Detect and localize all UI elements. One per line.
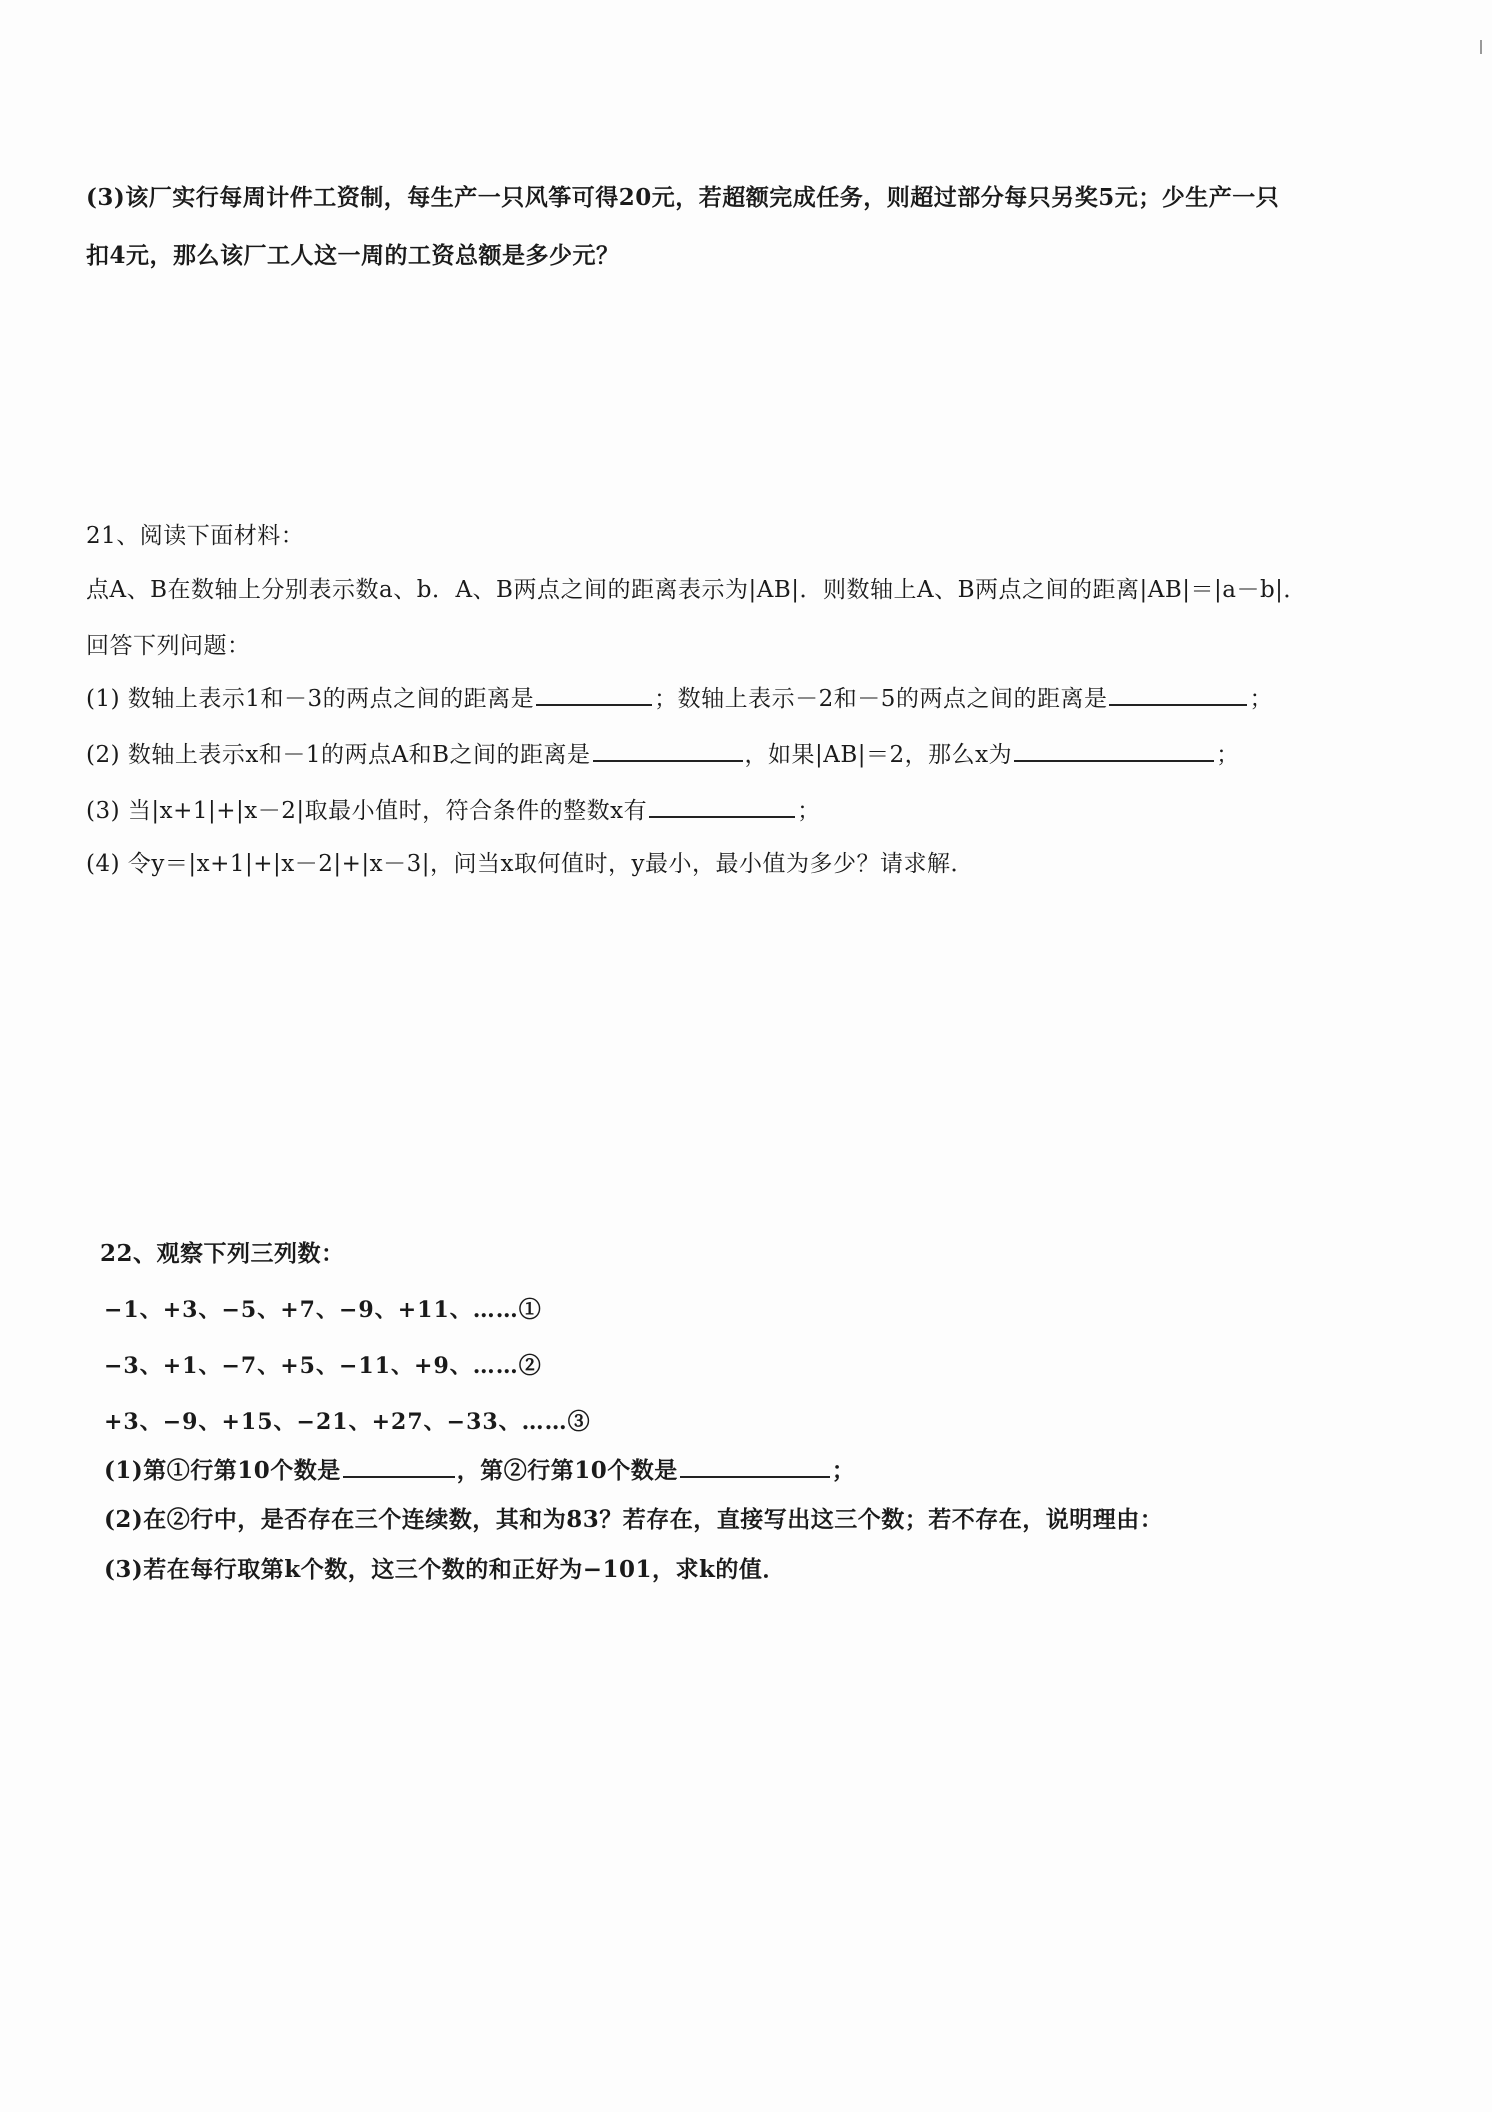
q22-row3: +3、−9、+15、−21、+27、−33、……③	[104, 1409, 591, 1435]
q22-row2: −3、+1、−7、+5、−11、+9、……②	[104, 1353, 542, 1379]
q21-part3-end: ；	[797, 798, 821, 824]
q21-part3-text-a: (3) 当|x+1|+|x－2|取最小值时，符合条件的整数x有	[86, 798, 648, 824]
q22-part1-blank-1[interactable]	[343, 1454, 455, 1478]
q21-part2-text-a: (2) 数轴上表示x和－1的两点A和B之间的距离是	[86, 742, 591, 768]
q21-material: 点A、B在数轴上分别表示数a、b．A、B两点之间的距离表示为|AB|．则数轴上A、B两点之间的距离|AB|＝|a－b|．	[86, 577, 1307, 603]
q21-part2-end: ；	[1216, 742, 1240, 768]
q21-part3-blank[interactable]	[649, 794, 795, 818]
q22-title: 22、观察下列三列数：	[100, 1240, 345, 1267]
q21-part2-blank-2[interactable]	[1014, 738, 1214, 762]
q21-part2-blank-1[interactable]	[593, 738, 743, 762]
q21-part1-text-b: ；数轴上表示－2和－5的两点之间的距离是	[654, 686, 1108, 712]
q22-part1-text-b: ，第②行第10个数是	[456, 1457, 678, 1484]
q21-prompt: 回答下列问题：	[86, 633, 251, 659]
q21-part1-text-a: (1) 数轴上表示1和－3的两点之间的距离是	[86, 686, 535, 712]
q22-row1: −1、+3、−5、+7、−9、+11、……①	[104, 1297, 542, 1323]
q21-part3	[86, 794, 821, 827]
q21-part4: (4) 令y＝|x+1|+|x－2|+|x－3|，问当x取何值时，y最小，最小值为多少？请求解．	[86, 851, 974, 877]
q22-part1-end: ；	[831, 1457, 856, 1484]
q21-part1-blank-2[interactable]	[1109, 682, 1247, 706]
q22-part1-text-a: (1)第①行第10个数是	[104, 1457, 341, 1484]
q21-part2-text-b: ，如果|AB|＝2，那么x为	[744, 742, 1013, 768]
q21-part1-end: ；	[1249, 686, 1273, 712]
q20-part3-line2: 扣4元，那么该厂工人这一周的工资总额是多少元？	[86, 242, 620, 269]
q20-part3-line1: (3)该厂实行每周计件工资制，每生产一只风筝可得20元，若超额完成任务，则超过部分每只另奖5元；少生产一只	[86, 184, 1280, 211]
q21-part1	[86, 682, 1273, 715]
q22-part2: (2)在②行中，是否存在三个连续数，其和为83？若存在，直接写出这三个数；若不存在，说明理由：	[104, 1506, 1164, 1533]
q21-part1-blank-1[interactable]	[536, 682, 652, 706]
q22-part3: (3)若在每行取第k个数，这三个数的和正好为−101，求k的值．	[104, 1556, 786, 1583]
q21-title: 21、阅读下面材料：	[86, 523, 305, 549]
scan-edge-mark	[1480, 40, 1482, 54]
q22-part1-blank-2[interactable]	[680, 1454, 830, 1478]
q21-part2	[86, 738, 1240, 771]
q22-part1	[104, 1454, 855, 1487]
